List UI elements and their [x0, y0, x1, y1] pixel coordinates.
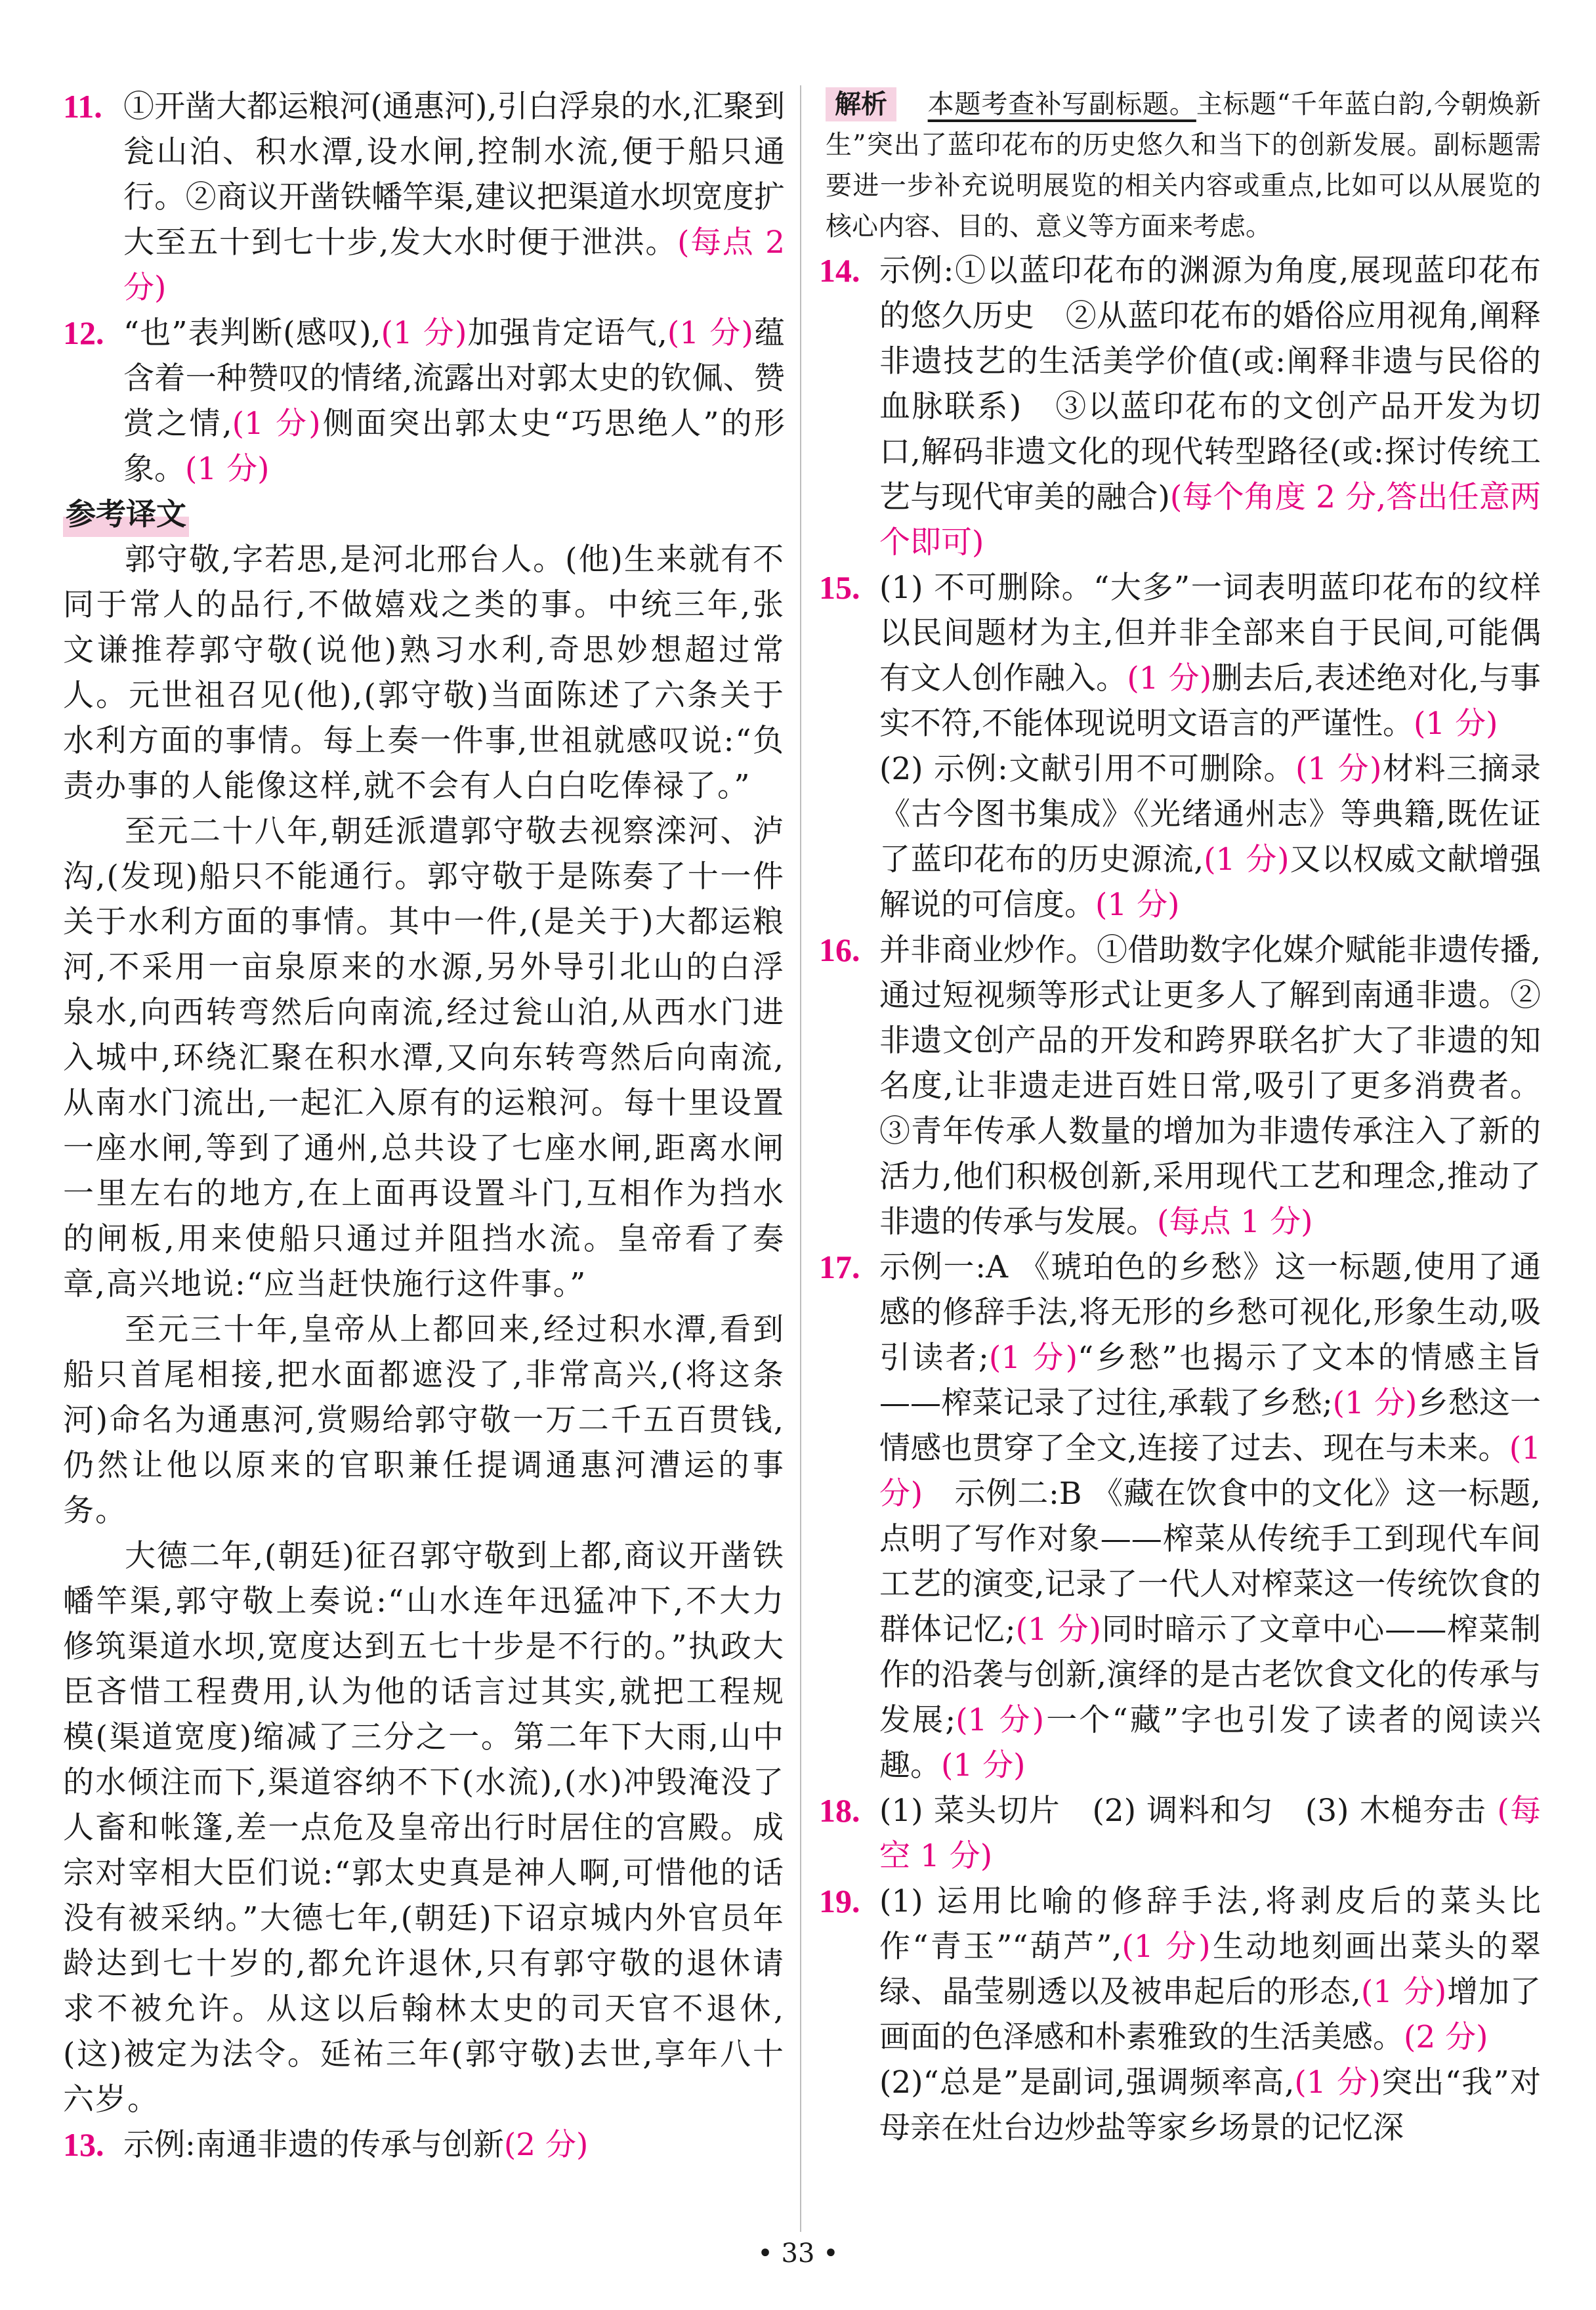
answer-text: 一个“藏”字也引发了读者的阅读兴趣。: [879, 1702, 1541, 1784]
score-note: (1 分): [232, 406, 321, 442]
score-note: (每空 1 分): [879, 1793, 1541, 1874]
question-number: 14.: [819, 252, 860, 289]
answer-text: 并非商业炒作。①借助数字化媒介赋能非遗传播,通过短视频等形式让更多人了解到南通非遗。②非遗文创产品的开发和跨界联名扩大了非遗的知名度,让非遗走进百姓日常,吸引了更多消费者。③青年传承人数量的增加为非遗传承注入了新的活力,他们积极创新,采用现代工艺和理念,推动了非遗的传承与发展。: [879, 932, 1541, 1240]
question-number: 12.: [63, 314, 104, 351]
answer-item: [819, 565, 1541, 928]
score-note: (每点 1 分): [1157, 1204, 1313, 1240]
answer-text: (2)“总是”是副词,强调频率高,: [879, 2064, 1295, 2101]
answer-text: 主标题“千年蓝白韵,今朝焕新生”突出了蓝印花布的历史悠久和当下的创新发展。副标题需要进一步补充说明展览的相关内容或重点,比如可以从展览的核心内容、目的、意义等方面来考虑。: [826, 89, 1541, 242]
column-divider: [800, 85, 801, 2232]
score-note: (1 分): [1332, 1385, 1418, 1421]
answer-part: [879, 746, 1541, 928]
answer-item: [63, 84, 785, 310]
translation-paragraph: 郭守敬,字若思,是河北邢台人。(他)生来就有不同于常人的品行,不做嬉戏之类的事。中统三年,张文谦推荐郭守敬(说他)熟习水利,奇思妙想超过常人。元世祖召见(他),(郭守敬)当面陈述了六条关于水利方面的事情。每上奏一件事,世祖就感叹说:“负责办事的人能像这样,就不会有人白白吃俸禄了。”: [63, 542, 785, 804]
score-note: (1 分): [1295, 751, 1382, 787]
question-number: 13.: [63, 2126, 104, 2163]
score-note: (每点 2 分): [123, 225, 785, 306]
answer-text: 生动地刻画出菜头的翠绿、晶莹剔透以及被串起后的形态,: [879, 1929, 1542, 2010]
answer-text: 同时暗示了文章中心——榨菜制作的沿袭与创新,演绎的是古老饮食文化的传承与发展;: [879, 1612, 1542, 1738]
answer-text: 增加了画面的色泽感和朴素雅致的生活美感。: [879, 1974, 1541, 2055]
answer-text: 蕴含着一种赞叹的情绪,流露出对郭太史的钦佩、赞赏之情,: [123, 315, 786, 442]
score-note: (1 分): [988, 1340, 1078, 1376]
answer-text: 又以权威文献增强解说的可信度。: [879, 842, 1542, 923]
answer-item: [819, 248, 1541, 565]
question-number: 16.: [819, 931, 860, 968]
score-note: (1 分): [1095, 887, 1180, 923]
answer-part: [879, 1879, 1541, 2060]
answer-item: [819, 1879, 1541, 2150]
answer-item: [819, 928, 1541, 1245]
answer-text: (1) 不可删除。“大多”一词表明蓝印花布的纹样以民间题材为主,但并非全部来自于民间,可能偶有文人创作融入。: [879, 570, 1541, 696]
answer-part: [879, 1788, 1541, 1879]
translation-paragraph: 大德二年,(朝廷)征召郭守敬到上都,商议开凿铁幡竿渠,郭守敬上奏说:“山水连年迅猛冲下,不大力修筑渠道水坝,宽度达到五七十步是不行的。”执政大臣吝惜工程费用,认为他的话言过其实,就把工程规模(渠道宽度)缩减了三分之一。第二年下大雨,山中的水倾注而下,渠道容纳不下(水流),(水)冲毁淹没了人畜和帐篷,差一点危及皇帝出行时居住的宫殿。成宗对宰相大臣们说:“郭太史真是神人啊,可惜他的话没有被采纳。”大德七年,(朝廷)下诏京城内外官员年龄达到七十岁的,都允许退休,只有郭守敬的退休请求不被允许。从这以后翰林太史的司天官不退休,(这)被定为法令。延祐三年(郭守敬)去世,享年八十六岁。: [63, 1538, 785, 2118]
answer-text: (1) 菜头切片 (2) 调料和匀 (3) 木槌夯击: [879, 1793, 1498, 1829]
answer-item: [63, 2122, 785, 2168]
score-note: (1 分): [879, 1430, 1541, 1512]
question-number: 19.: [819, 1883, 860, 1919]
answer-text: 材料三摘录《古今图书集成》《光绪通州志》等典籍,既佐证了蓝印花布的历史源流,: [879, 751, 1541, 878]
answer-text: 乡愁这一情感也贯穿了全文,连接了过去、现在与未来。: [879, 1385, 1542, 1466]
score-note: (1 分): [1294, 2064, 1381, 2101]
answer-item: [63, 310, 785, 492]
translation-body: [63, 537, 785, 2122]
answer-text: 示例:①以蓝印花布的渊源为角度,展现蓝印花布的悠久历史 ②从蓝印花布的婚俗应用视角,阐释非遗技艺的生活美学价值(或:阐释非遗与民俗的血脉联系) ③以蓝印花布的文创产品开发为切口,解码非遗文化的现代转型路径(或:探讨传统工艺与现代审美的融合): [879, 253, 1541, 515]
question-number: 11.: [63, 88, 102, 125]
answer-text: 加强肯定语气,: [467, 315, 667, 351]
right-column: [819, 84, 1541, 2150]
answer-list-top: [63, 84, 785, 492]
answer-part: [123, 84, 785, 310]
question-number: 17.: [819, 1249, 860, 1285]
answer-text: 示例:南通非遗的传承与创新: [123, 2127, 504, 2163]
answer-part: [879, 928, 1541, 1245]
question-number: 15.: [819, 569, 860, 606]
answer-part: [879, 248, 1541, 565]
underlined-text: 本题考查补写副标题。: [927, 89, 1196, 119]
page-number: • 33 •: [757, 2238, 839, 2269]
translation-paragraph: 至元三十年,皇帝从上都回来,经过积水潭,看到船只首尾相接,把水面都遮没了,非常高兴,(将这条河)命名为通惠河,赏赐给郭守敬一万二千五百贯钱,仍然让他以原来的官职兼任提调通惠河漕运的事务。: [63, 1312, 785, 1529]
score-note: (2 分): [1404, 2019, 1488, 2055]
answer-list-right: [819, 248, 1541, 2150]
answer-part: [879, 565, 1541, 746]
answer-item: [819, 1788, 1541, 1879]
answer-part: [123, 2122, 785, 2168]
answer-list-bottom: [63, 2122, 785, 2168]
answer-text: 示例一:A 《琥珀色的乡愁》这一标题,使用了通感的修辞手法,将无形的乡愁可视化,形象生动,吸引读者;: [879, 1249, 1541, 1376]
answer-item: [819, 1245, 1541, 1788]
answer-part: [879, 2060, 1541, 2150]
answer-text: “乡愁”也揭示了文本的情感主旨——榨菜记录了过往,承载了乡愁;: [879, 1340, 1541, 1421]
answer-part: [879, 1245, 1541, 1788]
score-note: (1 分): [1127, 660, 1212, 696]
answer-text: 突出“我”对母亲在灶台边炒盐等家乡场景的记忆深: [879, 2064, 1542, 2146]
question-number: 18.: [819, 1792, 860, 1829]
answer-text: (1) 运用比喻的修辞手法,将剥皮后的菜头比作“青玉”“葫芦”,: [879, 1883, 1541, 1965]
score-note: (1 分): [1204, 842, 1290, 878]
answer-text: “也”表判断(感叹),: [123, 315, 381, 351]
score-note: (1 分): [1122, 1929, 1211, 1965]
analysis-badge: 解析: [826, 87, 896, 121]
score-note: (1 分): [667, 315, 753, 351]
answer-part: [123, 310, 785, 492]
left-column: [63, 84, 785, 2168]
score-note: (1 分): [1015, 1612, 1101, 1648]
score-note: (1 分): [956, 1702, 1045, 1738]
translation-heading: 参考译文: [63, 492, 189, 537]
answer-text: 示例二:B 《藏在饮食中的文化》这一标题,点明了写作对象——榨菜从传统手工到现代车间工艺的演变,记录了一代人对榨菜这一传统饮食的群体记忆;: [879, 1476, 1541, 1648]
analysis-block: [819, 84, 1541, 247]
answer-text: 删去后,表述绝对化,与事实不符,不能体现说明文语言的严谨性。: [879, 660, 1541, 742]
score-note: (1 分): [381, 315, 467, 351]
score-note: (每个角度 2 分,答出任意两个即可): [879, 479, 1541, 561]
translation-paragraph: 至元二十八年,朝廷派遣郭守敬去视察滦河、泸沟,(发现)船只不能通行。郭守敬于是陈奏了十一件关于水利方面的事情。其中一件,(是关于)大都运粮河,不采用一亩泉原来的水源,另外导引北山的白浮泉水,向西转弯然后向南流,经过瓮山泊,从西水门进入城中,环绕汇聚在积水潭,又向东转弯然后向南流,从南水门流出,一起汇入原有的运粮河。每十里设置一座水闸,等到了通州,总共设了七座水闸,距离水闸一里左右的地方,在上面再设置斗门,互相作为挡水的闸板,用来使船只通过并阻挡水流。皇帝看了奏章,高兴地说:“应当赶快施行这件事。”: [63, 813, 785, 1302]
score-note: (2 分): [503, 2127, 589, 2163]
score-note: (1 分): [1413, 706, 1498, 742]
answer-text: 侧面突出郭太史“巧思绝人”的形象。: [123, 406, 786, 487]
answer-text: (2) 示例:文献引用不可删除。: [879, 751, 1295, 787]
score-note: (1 分): [1360, 1974, 1447, 2010]
score-note: (1 分): [941, 1747, 1026, 1784]
score-note: (1 分): [185, 451, 270, 487]
answer-text: ①开凿大都运粮河(通惠河),引白浮泉的水,汇聚到瓮山泊、积水潭,设水闸,控制水流,便于船只通行。②商议开凿铁幡竿渠,建议把渠道水坝宽度扩大至五十到七十步,发大水时便于泄洪。: [123, 89, 785, 261]
